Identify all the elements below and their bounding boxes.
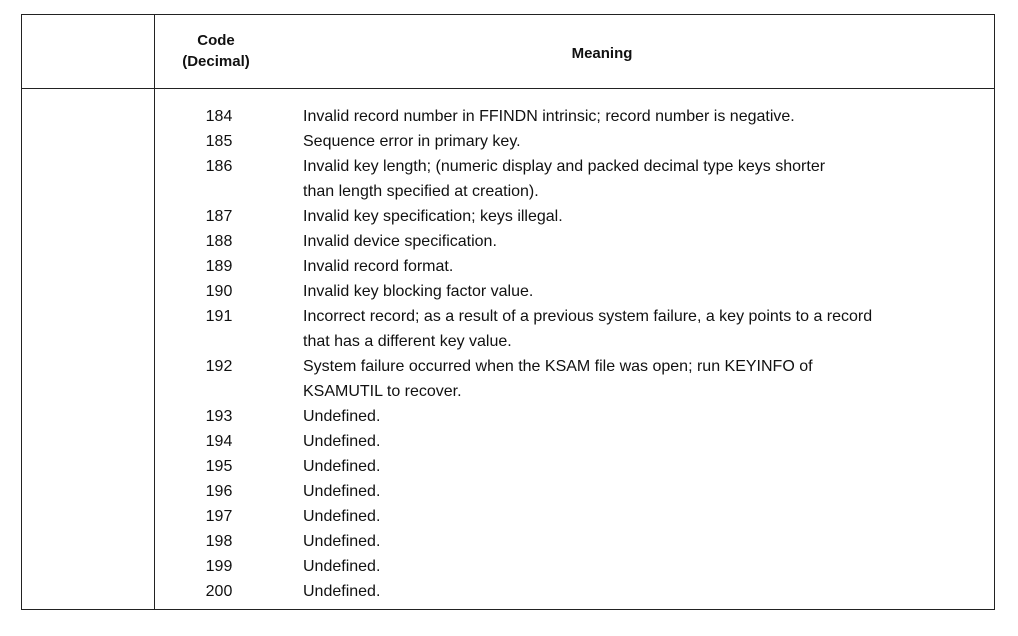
row-meaning [303,104,983,129]
meaning-line: Undefined. [303,483,381,500]
row-meaning [303,579,983,604]
table-row [160,354,990,404]
row-code: 188 [205,233,233,250]
meaning-line: KSAMUTIL to recover. [303,383,462,400]
table-row [160,529,990,554]
meaning-line: Undefined. [303,533,381,550]
row-meaning [303,154,983,204]
row-meaning [303,304,983,354]
row-code: 193 [205,408,233,425]
row-code: 195 [205,458,233,475]
meaning-line: Undefined. [303,558,381,575]
row-meaning [303,354,983,404]
table-row [160,479,990,504]
row-code: 190 [205,283,233,300]
row-code: 189 [205,258,233,275]
row-code: 196 [205,483,233,500]
row-code: 200 [205,583,233,600]
row-code: 199 [205,558,233,575]
meaning-line: System failure occurred when the KSAM file was open; run KEYINFO of [303,358,813,375]
row-code: 185 [205,133,233,150]
table-row [160,104,990,129]
table-row [160,304,990,354]
table-row [160,404,990,429]
table-row [160,454,990,479]
table-row [160,579,990,604]
row-code: 198 [205,533,233,550]
meaning-line: Undefined. [303,583,381,600]
row-meaning [303,479,983,504]
header-meaning: Meaning [571,45,633,62]
row-meaning [303,129,983,154]
row-meaning [303,229,983,254]
meaning-line: Undefined. [303,508,381,525]
row-code: 186 [205,158,233,175]
row-meaning [303,279,983,304]
header-code-line1: Code [197,32,235,49]
meaning-line: Invalid record format. [303,258,454,275]
table-row [160,229,990,254]
table-row [160,554,990,579]
header-code-line2: (Decimal) [182,53,250,70]
column-divider [154,14,155,610]
table-row [160,504,990,529]
meaning-line: Invalid key blocking factor value. [303,283,534,300]
row-meaning [303,204,983,229]
row-code: 184 [205,108,233,125]
header-code [170,30,262,72]
row-code: 194 [205,433,233,450]
row-meaning [303,404,983,429]
meaning-line: Undefined. [303,433,381,450]
meaning-line: that has a different key value. [303,333,512,350]
meaning-line: Invalid key specification; keys illegal. [303,208,563,225]
row-code: 191 [205,308,233,325]
meaning-line: Undefined. [303,408,381,425]
table-row [160,154,990,204]
row-meaning [303,504,983,529]
table-row [160,254,990,279]
table-row [160,279,990,304]
meaning-line: Invalid device specification. [303,233,497,250]
row-code: 197 [205,508,233,525]
meaning-line: Invalid key length; (numeric display and packed decimal type keys shorter [303,158,826,175]
table-row [160,129,990,154]
row-code: 192 [205,358,233,375]
meaning-line: Invalid record number in FFINDN intrinsic; record number is negative. [303,108,795,125]
header-divider [21,88,995,89]
row-meaning [303,454,983,479]
row-meaning [303,554,983,579]
table-row [160,429,990,454]
row-meaning [303,429,983,454]
table-row [160,204,990,229]
row-meaning [303,254,983,279]
meaning-line: Sequence error in primary key. [303,133,521,150]
meaning-line: Undefined. [303,458,381,475]
table-body [160,104,990,604]
meaning-line: Incorrect record; as a result of a previous system failure, a key points to a record [303,308,873,325]
row-code: 187 [205,208,233,225]
row-meaning [303,529,983,554]
meaning-line: than length specified at creation). [303,183,539,200]
